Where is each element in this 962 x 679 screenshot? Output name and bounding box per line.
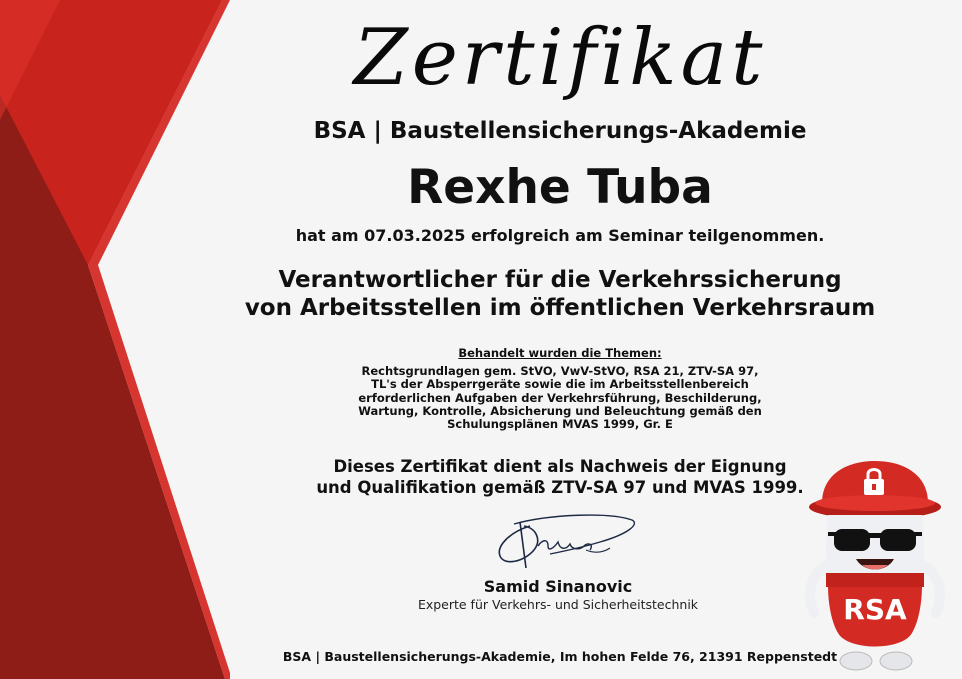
course-title-line: von Arbeitsstellen im öffentlichen Verkehrsraum: [244, 295, 876, 321]
signer-name: Samid Sinanovic: [483, 577, 633, 596]
attendance-statement: hat am 07.03.2025 erfolgreich am Seminar teilgenommen.: [295, 226, 825, 245]
certificate-title: Zertifikat: [353, 13, 767, 103]
footer-address: BSA | Baustellensicherungs-Akademie, Im hohen Felde 76, 21391 Reppenstedt: [282, 649, 838, 664]
course-title-line: Verantwortlicher für die Verkehrssicherung: [278, 267, 842, 293]
topics-list: [300, 365, 820, 431]
topics-line: Wartung, Kontrolle, Absicherung und Beleuchtung gemäß den: [358, 403, 762, 418]
topics-line: Schulungsplänen MVAS 1999, Gr. E: [447, 417, 673, 432]
topics-line: erforderlichen Aufgaben der Verkehrsführung, Beschilderung,: [358, 390, 762, 405]
proof-line: Dieses Zertifikat dient als Nachweis der Eignung: [333, 457, 787, 476]
signature-image: [490, 512, 640, 574]
svg-text:RSA: RSA: [843, 593, 907, 626]
red-banner-decoration: [0, 0, 230, 679]
academy-name: BSA | Baustellensicherungs-Akademie: [313, 118, 807, 144]
signer-role: Experte für Verkehrs- und Sicherheitstechnik: [417, 597, 699, 612]
course-title: [180, 266, 940, 322]
topics-line: Rechtsgrundlagen gem. StVO, VwV-StVO, RSA 21, ZTV-SA 97,: [361, 364, 759, 378]
recipient-name: Rexhe Tuba: [407, 160, 713, 215]
proof-line: und Qualifikation gemäß ZTV-SA 97 und MVAS 1999.: [316, 478, 804, 497]
topics-heading: Behandelt wurden die Themen:: [458, 346, 662, 360]
rsa-mascot-icon: [800, 455, 950, 677]
topics-line: TL's der Absperrgeräte sowie die im Arbeitsstellenbereich: [371, 377, 749, 392]
proof-statement: [240, 456, 880, 498]
